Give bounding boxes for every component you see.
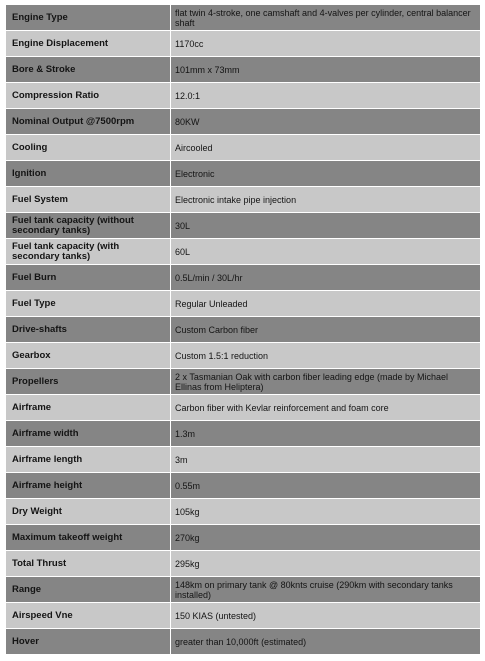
spec-row: [6, 317, 481, 343]
spec-row: [6, 31, 481, 57]
spec-value: Custom Carbon fiber: [171, 317, 481, 343]
spec-row: [6, 187, 481, 213]
spec-label: Airframe height: [6, 473, 171, 499]
spec-value: Carbon fiber with Kevlar reinforcement and foam core: [171, 395, 481, 421]
spec-row: [6, 473, 481, 499]
spec-value: 0.5L/min / 30L/hr: [171, 265, 481, 291]
spec-label: Range: [6, 577, 171, 603]
specifications-table: [5, 4, 481, 655]
spec-row: [6, 499, 481, 525]
spec-label: Hover: [6, 629, 171, 655]
spec-value: Electronic intake pipe injection: [171, 187, 481, 213]
spec-value: 3m: [171, 447, 481, 473]
spec-label: Fuel System: [6, 187, 171, 213]
spec-value: 2 x Tasmanian Oak with carbon fiber leading edge (made by Michael Ellinas from Heliptera): [171, 369, 481, 395]
spec-label: Cooling: [6, 135, 171, 161]
spec-value: flat twin 4-stroke, one camshaft and 4-valves per cylinder, central balancer shaft: [171, 5, 481, 31]
spec-row: [6, 161, 481, 187]
spec-row: [6, 447, 481, 473]
spec-value: 1170cc: [171, 31, 481, 57]
spec-label: Drive-shafts: [6, 317, 171, 343]
spec-label: Fuel tank capacity (without secondary tanks): [6, 213, 171, 239]
spec-row: [6, 421, 481, 447]
spec-value: 1.3m: [171, 421, 481, 447]
spec-value: 101mm x 73mm: [171, 57, 481, 83]
spec-label: Airframe: [6, 395, 171, 421]
spec-row: [6, 109, 481, 135]
spec-row: [6, 369, 481, 395]
spec-label: Airspeed Vne: [6, 603, 171, 629]
spec-label: Engine Type: [6, 5, 171, 31]
spec-row: [6, 395, 481, 421]
spec-value: 295kg: [171, 551, 481, 577]
spec-label: Airframe length: [6, 447, 171, 473]
spec-value: greater than 10,000ft (estimated): [171, 629, 481, 655]
spec-row: [6, 5, 481, 31]
spec-value: 80KW: [171, 109, 481, 135]
spec-row: [6, 213, 481, 239]
spec-value: Custom 1.5:1 reduction: [171, 343, 481, 369]
spec-row: [6, 57, 481, 83]
spec-label: Fuel tank capacity (with secondary tanks): [6, 239, 171, 265]
spec-label: Compression Ratio: [6, 83, 171, 109]
spec-value: 105kg: [171, 499, 481, 525]
spec-label: Airframe width: [6, 421, 171, 447]
spec-value: 30L: [171, 213, 481, 239]
spec-row: [6, 629, 481, 655]
spec-label: Nominal Output @7500rpm: [6, 109, 171, 135]
spec-value: 270kg: [171, 525, 481, 551]
spec-label: Ignition: [6, 161, 171, 187]
spec-value: Aircooled: [171, 135, 481, 161]
spec-value: 148km on primary tank @ 80knts cruise (290km with secondary tanks installed): [171, 577, 481, 603]
spec-row: [6, 603, 481, 629]
spec-value: 12.0:1: [171, 83, 481, 109]
spec-row: [6, 239, 481, 265]
spec-row: [6, 525, 481, 551]
spec-value: 60L: [171, 239, 481, 265]
spec-row: [6, 291, 481, 317]
spec-label: Gearbox: [6, 343, 171, 369]
spec-value: 0.55m: [171, 473, 481, 499]
spec-value: Electronic: [171, 161, 481, 187]
specifications-table-body: [6, 5, 481, 655]
spec-row: [6, 135, 481, 161]
spec-row: [6, 551, 481, 577]
spec-label: Fuel Burn: [6, 265, 171, 291]
spec-label: Fuel Type: [6, 291, 171, 317]
spec-row: [6, 577, 481, 603]
spec-row: [6, 265, 481, 291]
spec-value: Regular Unleaded: [171, 291, 481, 317]
spec-label: Maximum takeoff weight: [6, 525, 171, 551]
spec-label: Dry Weight: [6, 499, 171, 525]
spec-label: Bore & Stroke: [6, 57, 171, 83]
spec-row: [6, 343, 481, 369]
spec-label: Total Thrust: [6, 551, 171, 577]
spec-value: 150 KIAS (untested): [171, 603, 481, 629]
spec-label: Engine Displacement: [6, 31, 171, 57]
spec-row: [6, 83, 481, 109]
spec-label: Propellers: [6, 369, 171, 395]
